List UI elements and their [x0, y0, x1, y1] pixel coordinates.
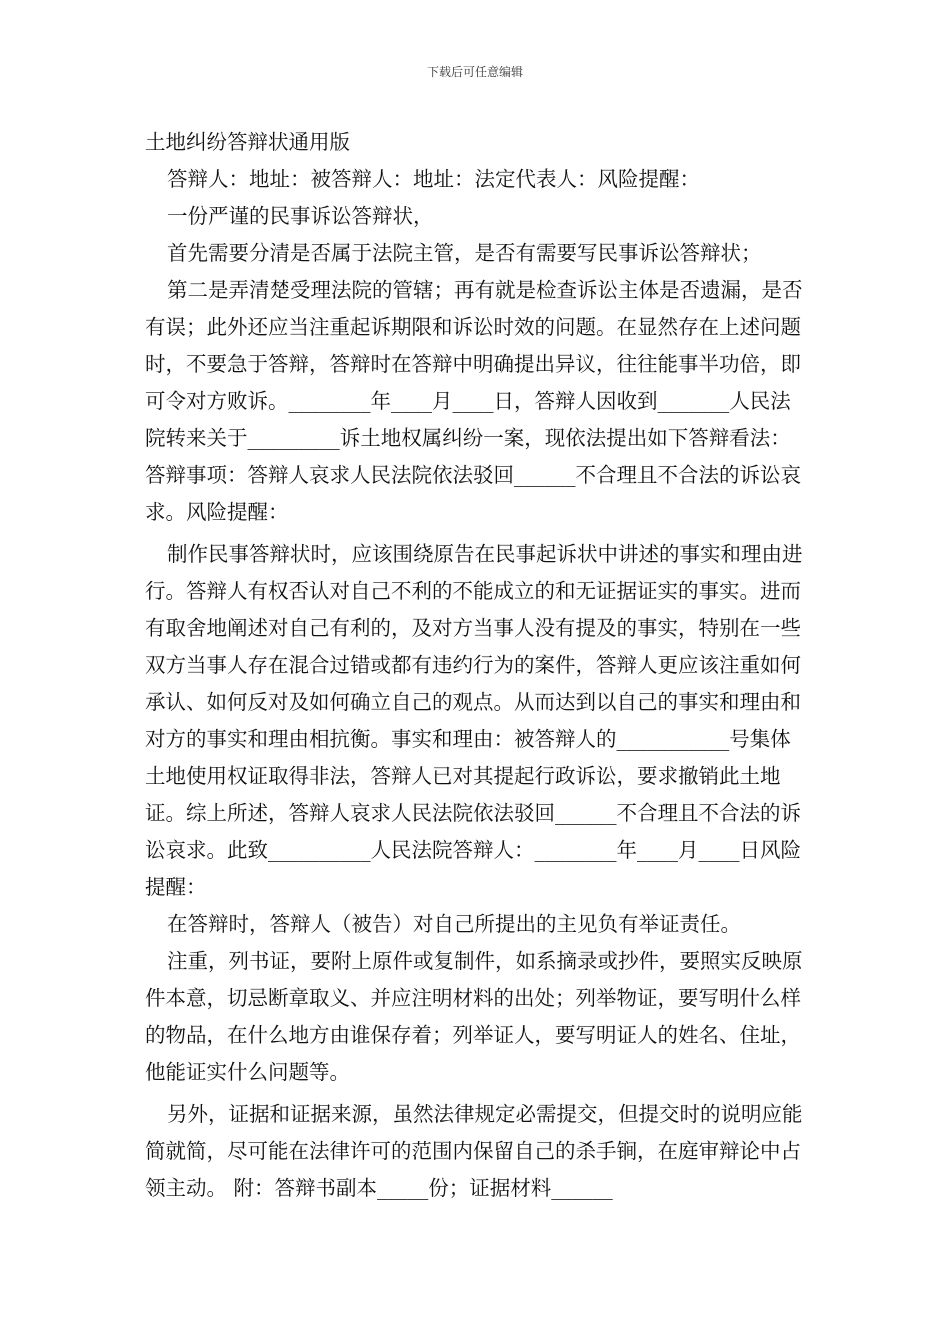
paragraph-jurisdiction: 首先需要分清是否属于法院主管，是否有需要写民事诉讼答辩状； — [167, 241, 762, 265]
page-header-note: 下载后可任意编辑 — [426, 65, 523, 79]
paragraph-intro: 一份严谨的民事诉讼答辩状， — [167, 204, 434, 228]
paragraph-facts-reasons: 制作民事答辩状时，应该围绕原告在民事起诉状中讲述的事实和理由进行。答辩人有权否认对自己不利的不能成立的和无证据证实的事实。进而有取舍地阐述对自己有利的，及对方当事人没有提及的事实，特别在一些双方当事人存在混合过错或都有违约行为的案件，答辩人更应该注重如何承认、如何反对及如何确立自己的观点。从而达到以自己的事实和理由和对方的事实和理由相抗衡。事实和理由：被答辩人的___________号集体土地使用权证取得非法，答辩人已对其提起行政诉讼，要求撤销此土地证。综上所述，答辩人哀求人民法院依法驳回______不合理且不合法的诉讼哀求。此致__________人民法院答辩人：________年____月____日风险提醒： — [145, 542, 803, 899]
paragraph-burden-of-proof: 在答辩时，答辩人（被告）对自己所提出的主见负有举证责任。 — [167, 912, 741, 936]
document-title: 土地纠纷答辩状通用版 — [145, 130, 350, 154]
paragraph-defense-matters: 第二是弄清楚受理法院的管辖；再有就是检查诉讼主体是否遗漏，是否有误；此外还应当注重起诉期限和诉讼时效的问题。在显然存在上述问题时，不要急于答辩，答辩时在答辩中明确提出异议，往往能事半功倍，即可令对方败诉。________年____月____日，答辩人因收到_______人民法院转来关于_________诉土地权属纠纷一案，现依法提出如下答辩看法：答辩事项：答辩人哀求人民法院依法驳回______不合理且不合法的诉讼哀求。风险提醒： — [145, 278, 803, 524]
paragraph-attachments: 另外，证据和证据来源，虽然法律规定必需提交，但提交时的说明应能简就简，尽可能在法律许可的范围内保留自己的杀手锏，在庭审辩论中占领主动。 附：答辩书副本_____份；证据材料______ — [145, 1102, 803, 1200]
document-body — [145, 124, 807, 1207]
paragraph-parties: 答辩人：地址：被答辩人：地址：法定代表人：风险提醒： — [167, 167, 700, 191]
paragraph-evidence-list: 注重，列书证，要附上原件或复制件，如系摘录或抄件，要照实反映原件本意，切忌断章取义、并应注明材料的出处；列举物证，要写明什么样的物品，在什么地方由谁保存着；列举证人，要写明证人的姓名、住址，他能证实什么问题等。 — [145, 949, 803, 1084]
